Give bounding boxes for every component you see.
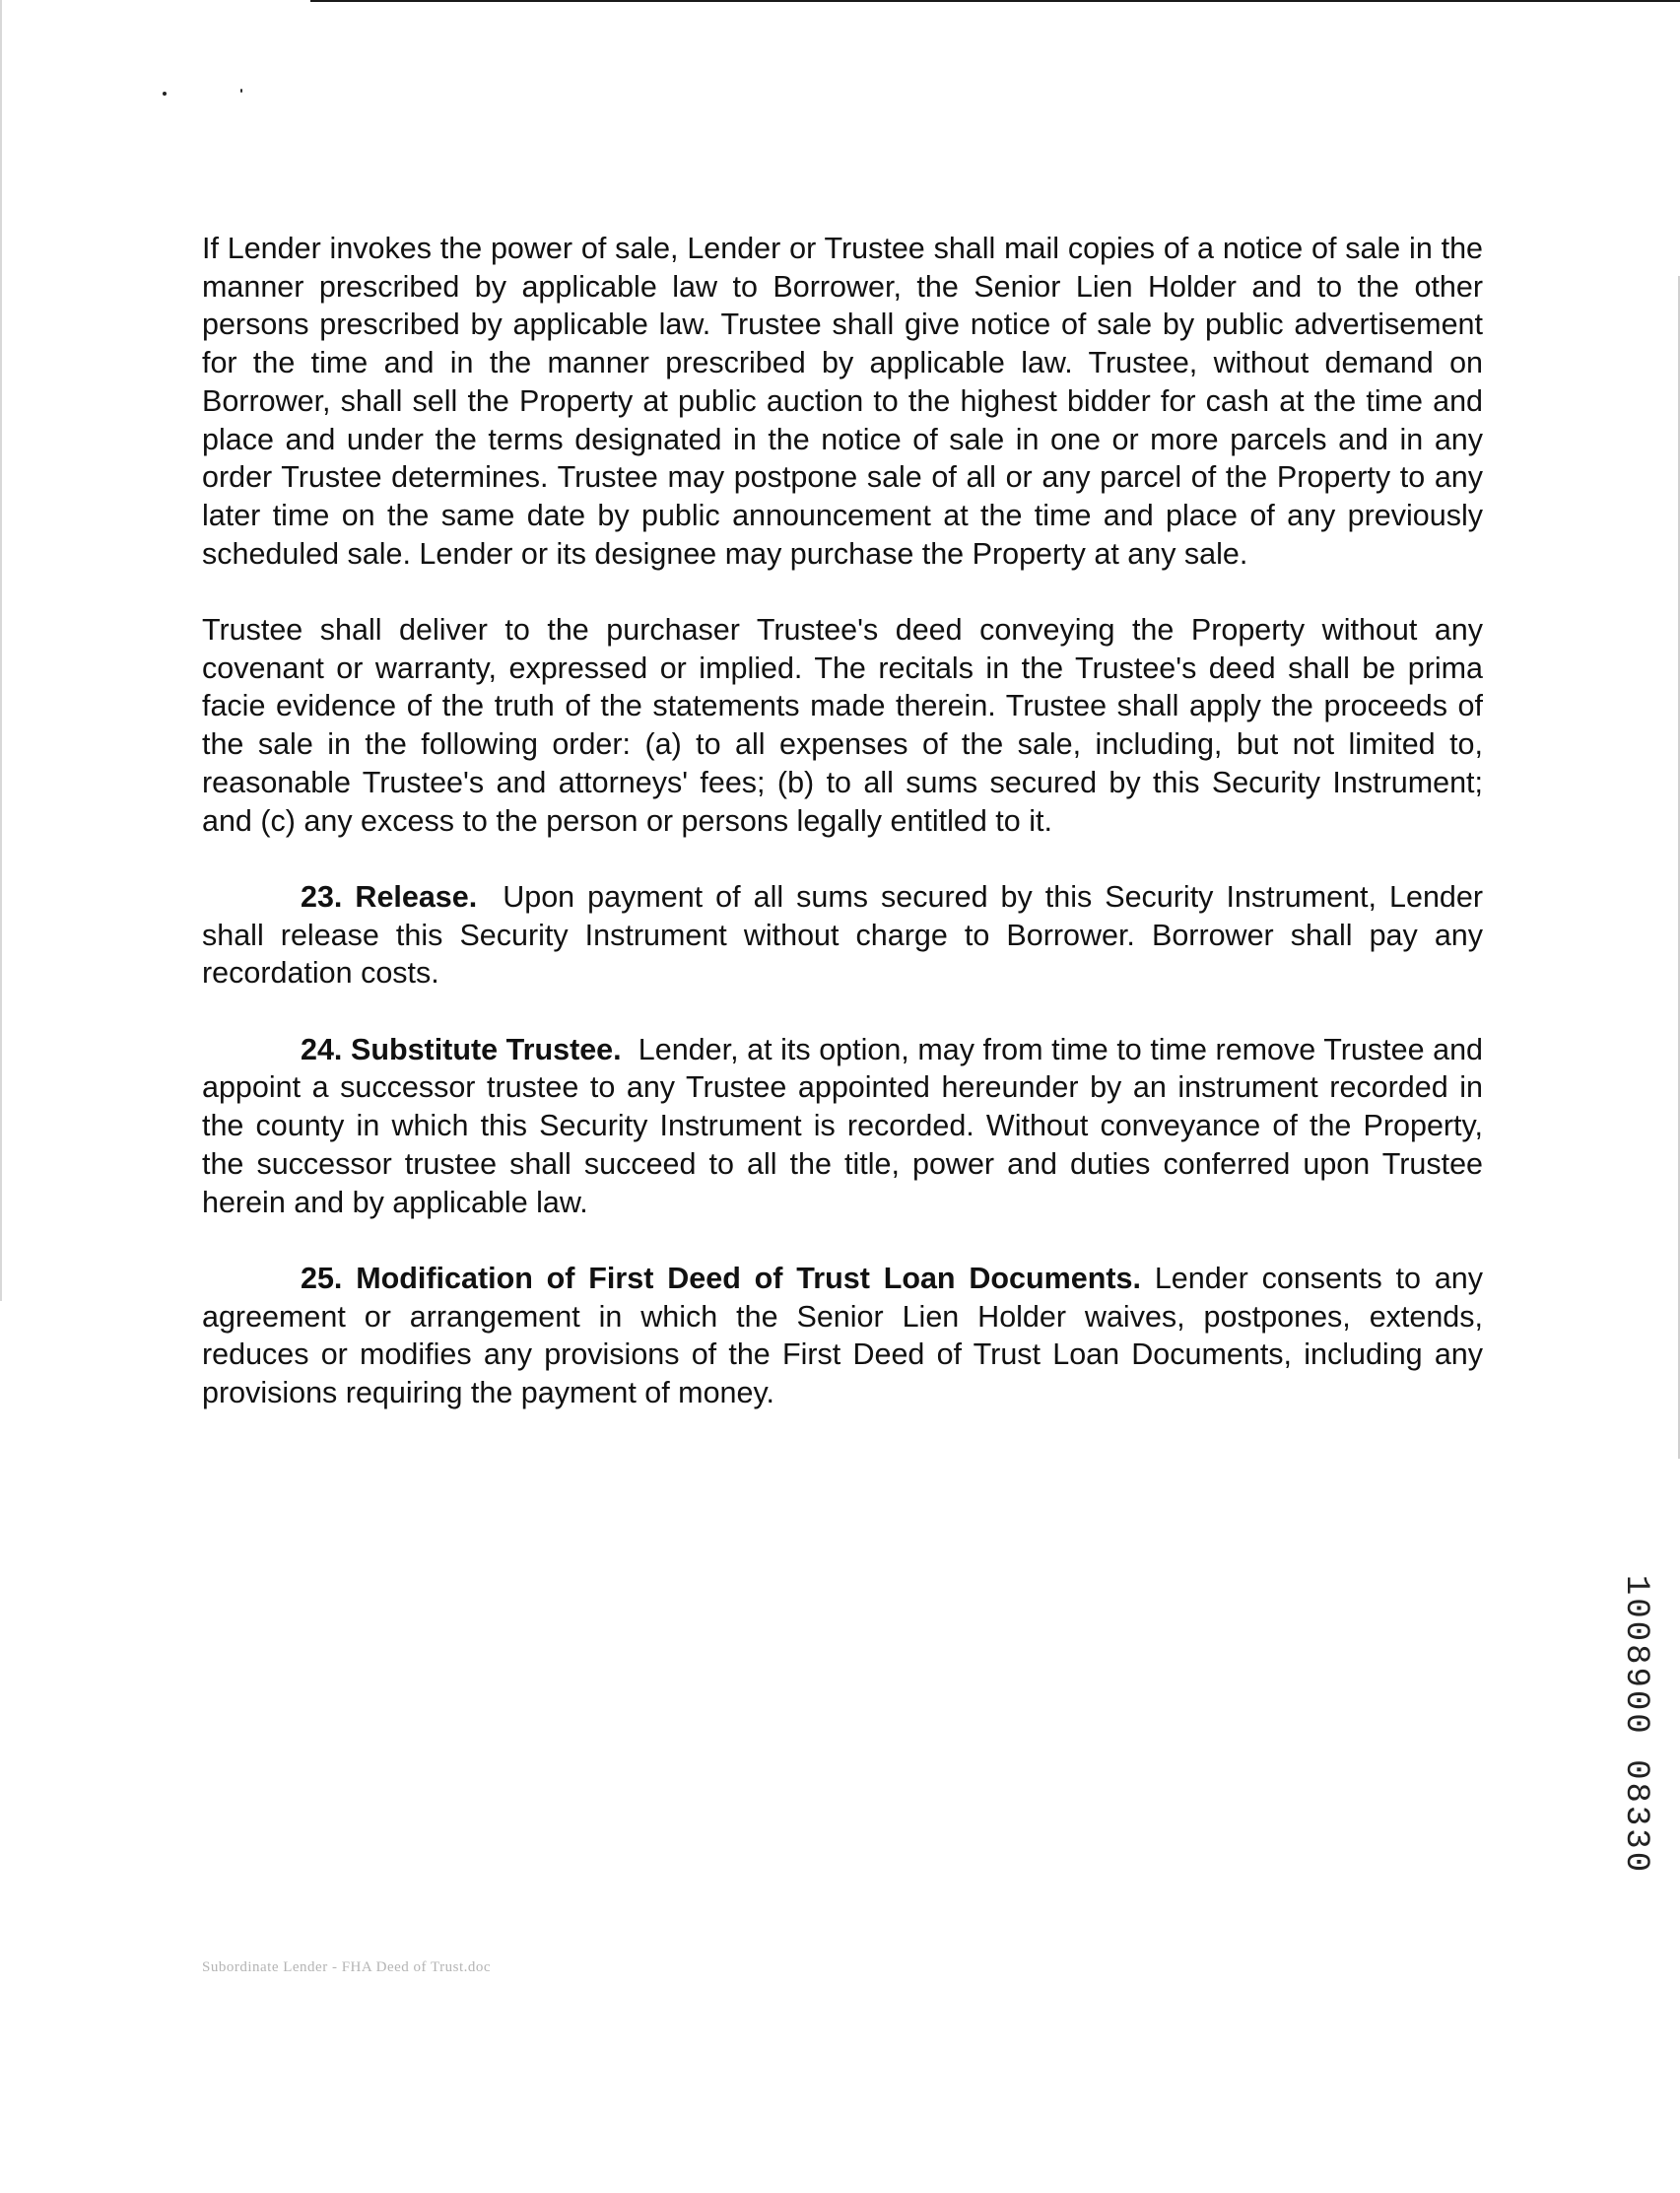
section-text: Lender consents to any agreement or arrangement in which the Senior Lien Holder waives, postpones, extends, reduces or modifies any provisions of the First Deed of Trust Loan Documents, including any provisions requiring the payment of money.	[202, 1261, 1483, 1410]
document-stamp-number: 1008900 08330	[1617, 1574, 1654, 1876]
scan-speck	[163, 92, 167, 96]
document-body	[202, 230, 1483, 1450]
section-23-release	[202, 878, 1483, 993]
scan-top-border	[310, 0, 1680, 2]
footer-filename: Subordinate Lender - FHA Deed of Trust.doc	[202, 1959, 492, 1975]
section-heading: 25. Modification of First Deed of Trust Loan Documents.	[301, 1261, 1141, 1295]
scan-speck	[240, 89, 242, 93]
section-25-modification	[202, 1260, 1483, 1412]
section-text: Upon payment of all sums secured by this Security Instrument, Lender shall release this Security Instrument without charge to Borrower. Borrower shall pay any recordation costs.	[202, 879, 1483, 991]
paragraph-trustee-deed	[202, 611, 1483, 840]
paragraph-text: Trustee shall deliver to the purchaser Trustee's deed conveying the Property without any covenant or warranty, expressed or implied. The recitals in the Trustee's deed shall be prima facie evidence of the truth of the statements made therein. Trustee shall apply the proceeds of the sale in the following order: (a) to all expenses of the sale, including, but not limited to, reasonable Trustee's and attorneys' fees; (b) to all sums secured by this Security Instrument; and (c) any excess to the person or persons legally entitled to it.	[202, 613, 1483, 838]
vertical-document-stamp	[1606, 1574, 1665, 1876]
section-24-substitute-trustee	[202, 1031, 1483, 1222]
section-heading: 23. Release.	[301, 879, 478, 914]
scan-left-edge	[0, 0, 2, 1301]
paragraph-power-of-sale	[202, 230, 1483, 573]
section-heading: 24. Substitute Trustee.	[301, 1032, 622, 1066]
paragraph-text: If Lender invokes the power of sale, Lender or Trustee shall mail copies of a notice of sale in the manner prescribed by applicable law to Borrower, the Senior Lien Holder and to the other persons prescribed by applicable law. Trustee shall give notice of sale by public advertisement for the time and in the manner prescribed by applicable law. Trustee, without demand on Borrower, shall sell the Property at public auction to the highest bidder for cash at the time and place and under the terms designated in the notice of sale in one or more parcels and in any order Trustee determines. Trustee may postpone sale of all or any parcel of the Property to any later time on the same date by public announcement at the time and place of any previously scheduled sale. Lender or its designee may purchase the Property at any sale.	[202, 232, 1483, 571]
section-text: Lender, at its option, may from time to time remove Trustee and appoint a successor trustee to any Trustee appointed hereunder by an instrument recorded in the county in which this Security Instrument is recorded. Without conveyance of the Property, the successor trustee shall succeed to all the title, power and duties conferred upon Trustee herein and by applicable law.	[202, 1032, 1483, 1219]
